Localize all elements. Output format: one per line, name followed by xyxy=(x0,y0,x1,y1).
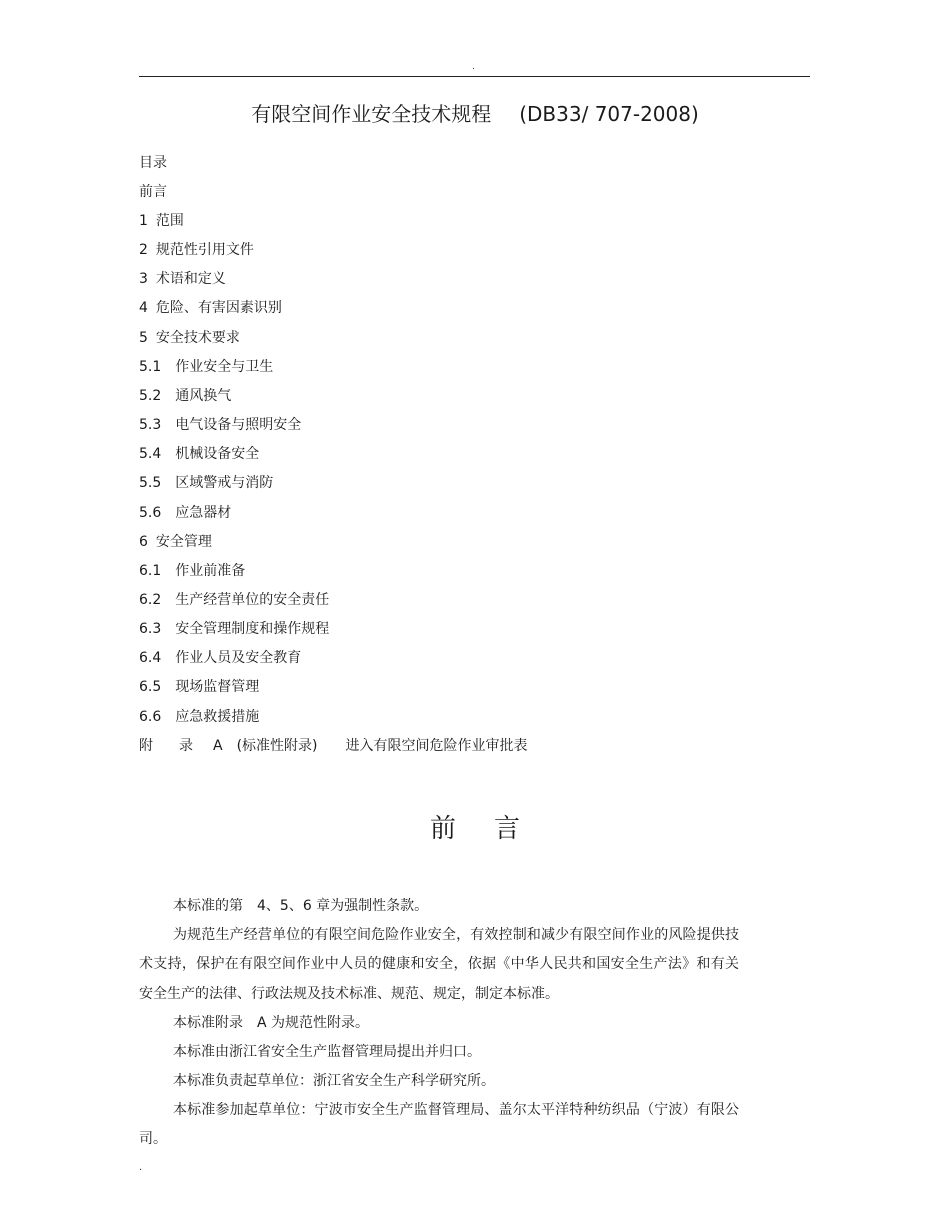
toc-item-number: 6.2 xyxy=(139,592,162,608)
toc-item-label: 范围 xyxy=(155,213,184,229)
preface-heading xyxy=(0,808,950,845)
document-title xyxy=(0,98,950,127)
preface-paragraph-1: 本标准的第 4、5、6 章为强制性条款。 xyxy=(173,898,429,914)
toc-item xyxy=(139,591,329,609)
toc-item xyxy=(139,299,282,317)
toc-appendix xyxy=(139,737,528,755)
toc-item-number: 6.4 xyxy=(139,650,162,666)
toc-item xyxy=(139,678,259,696)
toc-item xyxy=(139,241,254,259)
toc-item-number: 5.3 xyxy=(139,417,162,433)
appendix-letter: A xyxy=(213,738,223,754)
title-code: (DB33/ 707-2008) xyxy=(519,102,699,126)
preface-paragraph-4: 本标准由浙江省安全生产监督管理局提出并归口。 xyxy=(173,1044,481,1060)
toc-item xyxy=(139,708,259,726)
appendix-title: 进入有限空间危险作业审批表 xyxy=(345,738,528,754)
toc-item-number: 5.5 xyxy=(139,475,162,491)
toc-item xyxy=(139,387,231,405)
toc-item-label: 应急救援措施 xyxy=(175,709,260,725)
header-rule xyxy=(139,76,810,77)
toc-item xyxy=(139,358,273,376)
toc-item xyxy=(139,504,231,522)
toc-item-label: 术语和定义 xyxy=(155,271,226,287)
toc-item-number: 6.1 xyxy=(139,563,162,579)
toc-item-label: 应急器材 xyxy=(175,505,232,521)
toc-item-label: 作业人员及安全教育 xyxy=(175,650,302,666)
toc-item xyxy=(139,620,329,638)
footer-dot: . xyxy=(139,1162,143,1173)
preface-paragraph-3: 本标准附录 A 为规范性附录。 xyxy=(173,1015,370,1031)
toc-item xyxy=(139,270,226,288)
header-dot: . xyxy=(472,62,475,72)
toc-item-number: 4 xyxy=(139,300,148,316)
preface-heading-a: 前 xyxy=(429,814,456,844)
toc-item-number: 6.5 xyxy=(139,679,162,695)
appendix-type: (标准性附录) xyxy=(236,738,318,754)
toc-item-label: 通风换气 xyxy=(175,388,232,404)
title-main: 有限空间作业安全技术规程 xyxy=(251,102,492,126)
toc-item-label: 区域警戒与消防 xyxy=(175,475,274,491)
toc-item-number: 1 xyxy=(139,213,148,229)
toc-item-label: 生产经营单位的安全责任 xyxy=(175,592,330,608)
toc-item-number: 5.1 xyxy=(139,359,162,375)
preface-heading-b: 言 xyxy=(494,814,521,844)
toc-item xyxy=(139,416,301,434)
toc-item-label: 作业安全与卫生 xyxy=(175,359,274,375)
toc-item-number: 6.6 xyxy=(139,709,162,725)
toc-item-number: 5 xyxy=(139,330,148,346)
preface-paragraph-5: 本标准负责起草单位：浙江省安全生产科学研究所。 xyxy=(173,1073,495,1089)
toc-item xyxy=(139,445,259,463)
toc-item-number: 5.4 xyxy=(139,446,162,462)
toc-item xyxy=(139,533,212,551)
toc-item xyxy=(139,212,184,230)
toc-item-label: 危险、有害因素识别 xyxy=(155,300,282,316)
toc-item xyxy=(139,562,245,580)
toc-item-label: 电气设备与照明安全 xyxy=(175,417,302,433)
toc-item-number: 5.6 xyxy=(139,505,162,521)
toc-item-number: 2 xyxy=(139,242,148,258)
toc-item-label: 作业前准备 xyxy=(175,563,246,579)
toc-item xyxy=(139,474,273,492)
toc-item-number: 6.3 xyxy=(139,621,162,637)
toc-item-label: 机械设备安全 xyxy=(175,446,260,462)
toc-item-label: 现场监督管理 xyxy=(175,679,260,695)
toc-item-label: 规范性引用文件 xyxy=(155,242,254,258)
toc-item-number: 5.2 xyxy=(139,388,162,404)
toc-item-label: 安全管理 xyxy=(155,534,212,550)
toc-item-label: 安全管理制度和操作规程 xyxy=(175,621,330,637)
appendix-fu: 附 xyxy=(139,738,153,754)
toc-heading: 目录 xyxy=(139,155,167,171)
preface-paragraph-6: 本标准参加起草单位：宁波市安全生产监督管理局、盖尔太平洋特种纺织品（宁波）有限公司。 xyxy=(139,1102,739,1148)
toc-item-number: 6 xyxy=(139,534,148,550)
toc-preface: 前言 xyxy=(139,184,167,200)
toc-item-label: 安全技术要求 xyxy=(155,330,240,346)
preface-paragraph-2: 为规范生产经营单位的有限空间危险作业安全，有效控制和减少有限空间作业的风险提供技术支持，保护在有限空间作业中人员的健康和安全，依据《中华人民共和国安全生产法》和有关安全生产的法律、行政法规及技术标准、规范、规定，制定本标准。 xyxy=(139,927,739,1002)
appendix-lu: 录 xyxy=(179,738,193,754)
toc-item-number: 3 xyxy=(139,271,148,287)
toc-item xyxy=(139,649,301,667)
toc-item xyxy=(139,329,240,347)
